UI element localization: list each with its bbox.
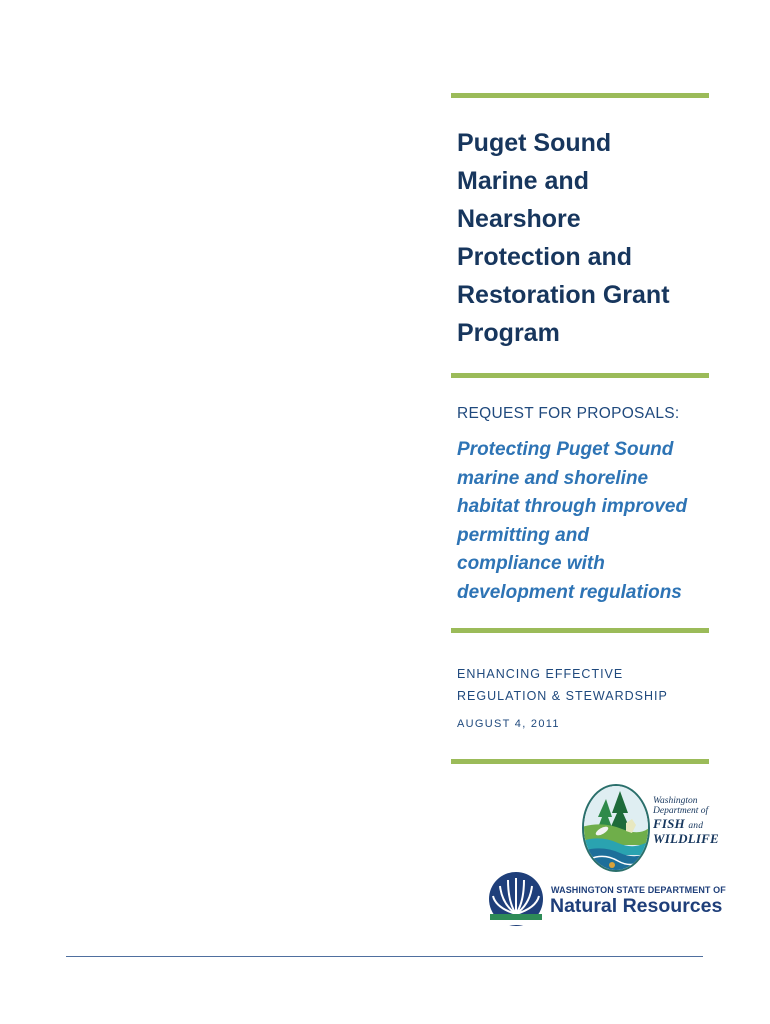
bottom-divider bbox=[451, 759, 709, 764]
top-divider bbox=[451, 93, 709, 98]
rfp-label: REQUEST FOR PROPOSALS: bbox=[457, 405, 680, 422]
document-title: Puget Sound Marine and Nearshore Protection and Restoration Grant Program bbox=[457, 129, 670, 347]
dnr-emblem-icon bbox=[488, 868, 548, 930]
dnr-logo bbox=[488, 868, 726, 930]
dnr-top-line: WASHINGTON STATE DEPARTMENT OF bbox=[551, 885, 726, 895]
subtitle-divider bbox=[451, 628, 709, 633]
wdfw-logo bbox=[582, 783, 719, 873]
program-line-2: REGULATION & STEWARDSHIP bbox=[457, 689, 668, 703]
wdfw-wordmark bbox=[653, 797, 719, 846]
title-divider bbox=[451, 373, 709, 378]
program-line-1: ENHANCING EFFECTIVE bbox=[457, 667, 624, 681]
wdfw-line-4: WILDLIFE bbox=[653, 830, 719, 846]
wdfw-line-2: Department of bbox=[653, 805, 709, 816]
wdfw-line-1: Washington bbox=[653, 796, 698, 806]
wdfw-line-3: FISH bbox=[653, 815, 685, 831]
wdfw-emblem-icon bbox=[582, 783, 652, 873]
wdfw-and: and bbox=[688, 820, 704, 831]
publication-date: AUGUST 4, 2011 bbox=[457, 718, 560, 730]
footer-rule bbox=[66, 956, 703, 957]
document-subtitle: Protecting Puget Sound marine and shoreline habitat through improved permitting and compliance with development regulations bbox=[457, 439, 688, 603]
dnr-main-line: Natural Resources bbox=[550, 895, 723, 917]
